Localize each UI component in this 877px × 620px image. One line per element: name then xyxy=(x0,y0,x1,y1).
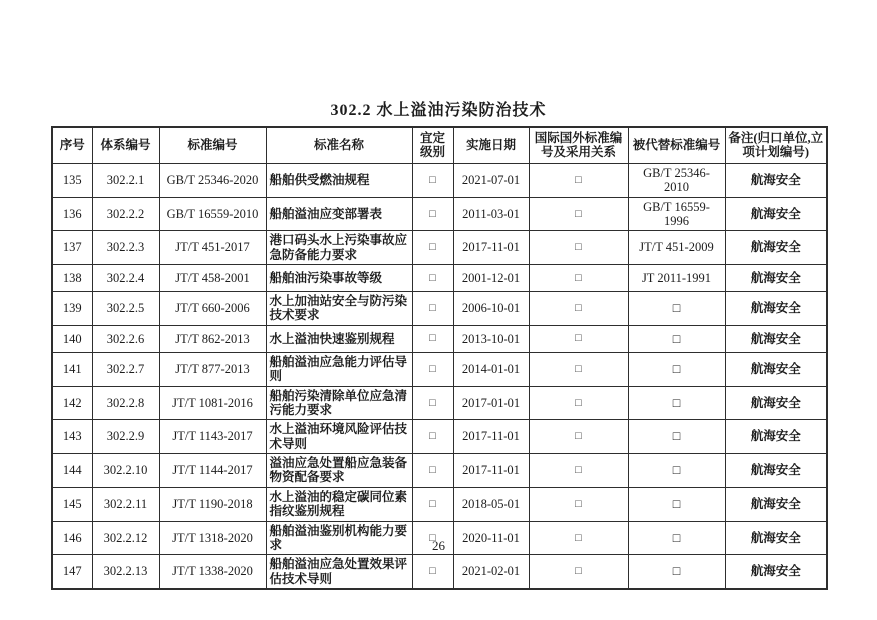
cell-date: 2021-02-01 xyxy=(453,555,529,589)
cell-replaced-no: □ xyxy=(628,420,725,454)
cell-date: 2017-11-01 xyxy=(453,231,529,265)
header-replaced-no: 被代替标准编号 xyxy=(628,127,725,163)
cell-standard-no: JT/T 1081-2016 xyxy=(159,386,266,420)
cell-system-no: 302.2.7 xyxy=(92,352,159,386)
cell-standard-no: JT/T 877-2013 xyxy=(159,352,266,386)
cell-remark: 航海安全 xyxy=(725,325,827,352)
cell-system-no: 302.2.13 xyxy=(92,555,159,589)
cell-intl-placeholder-box: □ xyxy=(529,420,628,454)
table-row xyxy=(52,555,827,589)
cell-seq: 145 xyxy=(52,487,92,521)
table-row xyxy=(52,231,827,265)
cell-level-placeholder-box: □ xyxy=(412,325,453,352)
table-row xyxy=(52,163,827,197)
cell-replaced-no: □ xyxy=(628,292,725,326)
cell-seq: 143 xyxy=(52,420,92,454)
cell-intl-placeholder-box: □ xyxy=(529,352,628,386)
cell-seq: 137 xyxy=(52,231,92,265)
cell-replaced-no: □ xyxy=(628,352,725,386)
cell-seq: 135 xyxy=(52,163,92,197)
standards-table xyxy=(51,126,828,590)
cell-intl-placeholder-box: □ xyxy=(529,292,628,326)
cell-system-no: 302.2.5 xyxy=(92,292,159,326)
cell-remark: 航海安全 xyxy=(725,521,827,555)
table-row xyxy=(52,325,827,352)
cell-replaced-no: □ xyxy=(628,325,725,352)
table-row xyxy=(52,265,827,292)
header-seq: 序号 xyxy=(52,127,92,163)
header-standard-no: 标准编号 xyxy=(159,127,266,163)
cell-standard-name: 港口码头水上污染事故应急防备能力要求 xyxy=(266,231,412,265)
cell-level-placeholder-box: □ xyxy=(412,265,453,292)
cell-replaced-no: □ xyxy=(628,454,725,488)
cell-replaced-no: □ xyxy=(628,386,725,420)
cell-standard-no: JT/T 1144-2017 xyxy=(159,454,266,488)
cell-standard-name: 水上溢油快速鉴别规程 xyxy=(266,325,412,352)
cell-replaced-no: JT/T 451-2009 xyxy=(628,231,725,265)
cell-remark: 航海安全 xyxy=(725,454,827,488)
cell-intl-placeholder-box: □ xyxy=(529,163,628,197)
cell-system-no: 302.2.3 xyxy=(92,231,159,265)
cell-date: 2021-07-01 xyxy=(453,163,529,197)
cell-level-placeholder-box: □ xyxy=(412,292,453,326)
cell-date: 2013-10-01 xyxy=(453,325,529,352)
cell-seq: 141 xyxy=(52,352,92,386)
cell-standard-name: 溢油应急处置船应急装备物资配备要求 xyxy=(266,454,412,488)
cell-intl-placeholder-box: □ xyxy=(529,487,628,521)
cell-standard-name: 水上加油站安全与防污染技术要求 xyxy=(266,292,412,326)
cell-date: 2017-11-01 xyxy=(453,420,529,454)
cell-level-placeholder-box: □ xyxy=(412,487,453,521)
cell-seq: 144 xyxy=(52,454,92,488)
cell-system-no: 302.2.6 xyxy=(92,325,159,352)
cell-system-no: 302.2.1 xyxy=(92,163,159,197)
cell-remark: 航海安全 xyxy=(725,292,827,326)
cell-date: 2017-11-01 xyxy=(453,454,529,488)
cell-system-no: 302.2.9 xyxy=(92,420,159,454)
table-row xyxy=(52,487,827,521)
cell-standard-no: JT/T 1338-2020 xyxy=(159,555,266,589)
header-system-no: 体系编号 xyxy=(92,127,159,163)
cell-level-placeholder-box: □ xyxy=(412,352,453,386)
cell-intl-placeholder-box: □ xyxy=(529,521,628,555)
header-level: 宜定级别 xyxy=(412,127,453,163)
cell-date: 2006-10-01 xyxy=(453,292,529,326)
cell-date: 2011-03-01 xyxy=(453,197,529,231)
cell-level-placeholder-box: □ xyxy=(412,231,453,265)
cell-standard-name: 水上溢油环境风险评估技术导则 xyxy=(266,420,412,454)
cell-date: 2018-05-01 xyxy=(453,487,529,521)
cell-seq: 139 xyxy=(52,292,92,326)
table-row xyxy=(52,197,827,231)
cell-intl-placeholder-box: □ xyxy=(529,325,628,352)
cell-remark: 航海安全 xyxy=(725,352,827,386)
cell-seq: 138 xyxy=(52,265,92,292)
cell-remark: 航海安全 xyxy=(725,487,827,521)
cell-system-no: 302.2.4 xyxy=(92,265,159,292)
cell-remark: 航海安全 xyxy=(725,163,827,197)
cell-standard-no: JT/T 1318-2020 xyxy=(159,521,266,555)
cell-replaced-no: □ xyxy=(628,521,725,555)
cell-standard-no: JT/T 862-2013 xyxy=(159,325,266,352)
table-row xyxy=(52,386,827,420)
cell-standard-name: 船舶污染清除单位应急清污能力要求 xyxy=(266,386,412,420)
cell-intl-placeholder-box: □ xyxy=(529,386,628,420)
cell-level-placeholder-box: □ xyxy=(412,555,453,589)
table-row xyxy=(52,420,827,454)
cell-level-placeholder-box: □ xyxy=(412,386,453,420)
table-header-row xyxy=(52,127,827,163)
cell-standard-name: 船舶溢油应急处置效果评估技术导则 xyxy=(266,555,412,589)
cell-seq: 136 xyxy=(52,197,92,231)
cell-level-placeholder-box: □ xyxy=(412,163,453,197)
cell-level-placeholder-box: □ xyxy=(412,521,453,555)
cell-replaced-no: □ xyxy=(628,487,725,521)
cell-system-no: 302.2.10 xyxy=(92,454,159,488)
header-remark: 备注(归口单位,立项计划编号) xyxy=(725,127,827,163)
header-date: 实施日期 xyxy=(453,127,529,163)
cell-level-placeholder-box: □ xyxy=(412,197,453,231)
cell-intl-placeholder-box: □ xyxy=(529,197,628,231)
cell-replaced-no: JT 2011-1991 xyxy=(628,265,725,292)
cell-remark: 航海安全 xyxy=(725,197,827,231)
cell-standard-name: 船舶供受燃油规程 xyxy=(266,163,412,197)
cell-intl-placeholder-box: □ xyxy=(529,555,628,589)
cell-standard-no: JT/T 1190-2018 xyxy=(159,487,266,521)
table-body xyxy=(52,163,827,589)
cell-intl-placeholder-box: □ xyxy=(529,265,628,292)
cell-date: 2020-11-01 xyxy=(453,521,529,555)
table-row xyxy=(52,352,827,386)
cell-remark: 航海安全 xyxy=(725,420,827,454)
cell-remark: 航海安全 xyxy=(725,265,827,292)
cell-system-no: 302.2.11 xyxy=(92,487,159,521)
cell-standard-no: GB/T 25346-2020 xyxy=(159,163,266,197)
table-row xyxy=(52,292,827,326)
cell-replaced-no: GB/T 25346-2010 xyxy=(628,163,725,197)
cell-standard-name: 船舶溢油鉴别机构能力要求 xyxy=(266,521,412,555)
cell-standard-name: 水上溢油的稳定碳同位素指纹鉴别规程 xyxy=(266,487,412,521)
cell-remark: 航海安全 xyxy=(725,386,827,420)
cell-seq: 140 xyxy=(52,325,92,352)
cell-standard-no: JT/T 660-2006 xyxy=(159,292,266,326)
cell-standard-no: JT/T 458-2001 xyxy=(159,265,266,292)
cell-seq: 146 xyxy=(52,521,92,555)
cell-standard-no: JT/T 451-2017 xyxy=(159,231,266,265)
cell-standard-name: 船舶油污染事故等级 xyxy=(266,265,412,292)
table-row xyxy=(52,454,827,488)
cell-standard-no: JT/T 1143-2017 xyxy=(159,420,266,454)
cell-intl-placeholder-box: □ xyxy=(529,231,628,265)
header-standard-name: 标准名称 xyxy=(266,127,412,163)
header-intl-relation: 国际国外标准编号及采用关系 xyxy=(529,127,628,163)
cell-intl-placeholder-box: □ xyxy=(529,454,628,488)
cell-system-no: 302.2.2 xyxy=(92,197,159,231)
cell-system-no: 302.2.12 xyxy=(92,521,159,555)
cell-remark: 航海安全 xyxy=(725,231,827,265)
cell-system-no: 302.2.8 xyxy=(92,386,159,420)
cell-seq: 142 xyxy=(52,386,92,420)
cell-level-placeholder-box: □ xyxy=(412,420,453,454)
cell-standard-no: GB/T 16559-2010 xyxy=(159,197,266,231)
cell-seq: 147 xyxy=(52,555,92,589)
cell-remark: 航海安全 xyxy=(725,555,827,589)
cell-date: 2001-12-01 xyxy=(453,265,529,292)
cell-date: 2017-01-01 xyxy=(453,386,529,420)
section-title: 302.2 水上溢油污染防治技术 xyxy=(330,102,547,119)
cell-level-placeholder-box: □ xyxy=(412,454,453,488)
cell-standard-name: 船舶溢油应急能力评估导则 xyxy=(266,352,412,386)
cell-date: 2014-01-01 xyxy=(453,352,529,386)
cell-standard-name: 船舶溢油应变部署表 xyxy=(266,197,412,231)
page-number: 26 xyxy=(432,538,445,553)
cell-replaced-no: □ xyxy=(628,555,725,589)
cell-replaced-no: GB/T 16559-1996 xyxy=(628,197,725,231)
